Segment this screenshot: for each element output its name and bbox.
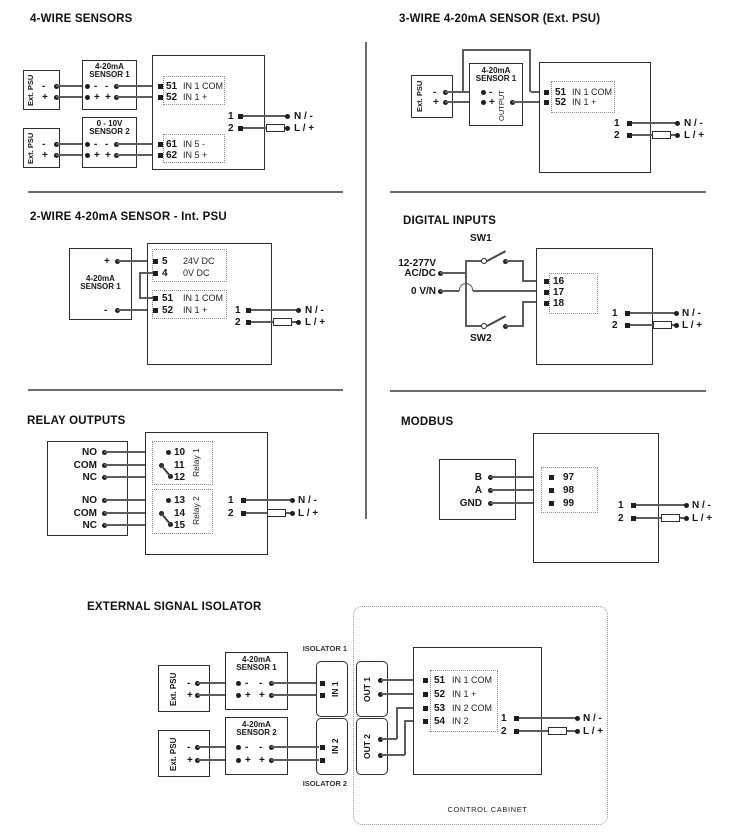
terminal-62 — [158, 153, 163, 158]
neutral-supply-label: 0 V/N — [410, 286, 436, 297]
minus-sign: - — [259, 678, 263, 689]
node — [674, 323, 679, 328]
plus-sign: + — [105, 92, 111, 103]
plus-sign: + — [489, 97, 495, 108]
minus-sign: - — [104, 305, 108, 316]
terminal-16-number: 16 — [553, 276, 565, 287]
sensor-label-line1: 4-20mA — [86, 274, 115, 283]
node — [285, 126, 290, 131]
section-title-modbus: MODBUS — [401, 416, 454, 428]
plus-sign: + — [259, 690, 265, 701]
wire — [632, 122, 677, 124]
node — [285, 114, 290, 119]
terminal-52 — [544, 100, 549, 105]
fuse-icon — [661, 514, 680, 522]
wire — [473, 290, 544, 292]
node — [85, 84, 90, 89]
divider-left-1 — [28, 191, 343, 193]
node — [481, 90, 486, 95]
plus-sign: + — [105, 150, 111, 161]
fuse-icon — [266, 124, 285, 132]
supply-label-line1: 12-277V — [398, 258, 436, 269]
isolator2-label: ISOLATOR 2 — [302, 779, 347, 788]
terminal-97-number: 97 — [563, 472, 575, 483]
terminal-15-number: 15 — [174, 520, 186, 531]
node — [296, 308, 301, 313]
wire-supply-bus — [465, 260, 467, 327]
wire-common-riser — [462, 50, 464, 92]
terminal-51-number: 51 — [434, 675, 446, 686]
in1-terminal — [320, 693, 325, 698]
terminal-52-number: 52 — [555, 97, 567, 108]
power-terminal-2: 2 — [612, 320, 618, 331]
sensor-label-line2: SENSOR 1 — [475, 74, 517, 83]
wire — [519, 717, 577, 719]
terminal-5-label: 24V DC — [183, 256, 215, 266]
node — [236, 745, 241, 750]
ext-psu-label: Ext. PSU — [169, 737, 178, 771]
wire — [466, 260, 482, 262]
wire — [630, 312, 676, 314]
terminal-51 — [423, 678, 428, 683]
modbus-a-label: A — [474, 485, 482, 496]
terminal-52-label: IN 1 + — [183, 92, 208, 102]
terminal-61-label: IN 5 - — [183, 139, 206, 149]
terminal-62-number: 62 — [166, 150, 178, 161]
wire — [271, 759, 319, 761]
terminal-54 — [423, 719, 428, 724]
terminal-5 — [153, 259, 158, 264]
terminal-51-number: 51 — [162, 293, 174, 304]
terminal-52 — [153, 308, 158, 313]
node — [575, 729, 580, 734]
terminal-52 — [423, 692, 428, 697]
terminal-12-number: 12 — [174, 472, 186, 483]
modbus-gnd-label: GND — [459, 498, 482, 509]
node — [674, 311, 679, 316]
control-cabinet-label: CONTROL CABINET — [447, 805, 528, 814]
terminal-11-number: 11 — [174, 460, 185, 471]
neutral-label: N / - — [305, 305, 324, 316]
wire — [381, 738, 397, 740]
wire — [246, 499, 292, 501]
plus-sign: + — [94, 92, 100, 103]
wire — [271, 682, 319, 684]
minus-sign: - — [94, 81, 98, 92]
section-title-digital-inputs: DIGITAL INPUTS — [403, 215, 497, 227]
terminal-53-number: 53 — [434, 703, 446, 714]
minus-sign: - — [489, 87, 493, 98]
terminal-51 — [158, 84, 163, 89]
terminal-98 — [549, 488, 554, 493]
terminal-52-number: 52 — [166, 92, 178, 103]
power-terminal-2: 2 — [228, 508, 234, 519]
node — [575, 716, 580, 721]
terminal-5-number: 5 — [162, 256, 168, 267]
terminal-97 — [549, 475, 554, 480]
plus-sign: + — [42, 92, 48, 103]
terminal-4 — [153, 271, 158, 276]
terminal-61-number: 61 — [166, 139, 178, 150]
power-terminal-2: 2 — [235, 317, 241, 328]
section-title-2-wire: 2-WIRE 4-20mA SENSOR - Int. PSU — [30, 211, 227, 223]
modbus-b-label: B — [474, 472, 482, 483]
power-terminal-1: 1 — [618, 500, 624, 511]
relay2-nc-label: NC — [82, 520, 97, 531]
plus-sign: + — [433, 97, 439, 108]
line-label: L / + — [684, 130, 705, 141]
wire — [271, 694, 319, 696]
sensor1-label-line2: SENSOR 1 — [89, 70, 130, 79]
terminal-17 — [544, 290, 549, 295]
node — [166, 450, 171, 455]
minus-sign: - — [42, 81, 46, 92]
terminal-51 — [153, 296, 158, 301]
supply-label-line2: AC/DC — [404, 268, 436, 279]
jumper-wire — [139, 272, 141, 298]
device-box — [539, 62, 651, 173]
terminal-14-number: 14 — [174, 508, 186, 519]
terminal-98-number: 98 — [563, 485, 575, 496]
node — [290, 498, 295, 503]
in2-terminal — [320, 758, 325, 763]
node — [85, 153, 90, 158]
node — [236, 681, 241, 686]
plus-sign: + — [94, 150, 100, 161]
fuse-icon — [653, 321, 672, 329]
relay2-label: Relay 2 — [191, 496, 201, 526]
plus-sign: + — [187, 755, 193, 766]
node — [481, 100, 486, 105]
sensor2-label-line1: 0 - 10V — [96, 119, 123, 128]
sensor1-label-line2: SENSOR 1 — [236, 663, 277, 672]
terminal-18 — [544, 301, 549, 306]
out1-label: OUT 1 — [362, 676, 372, 702]
power-terminal-1: 1 — [228, 111, 234, 122]
divider-left-2 — [28, 389, 343, 391]
divider-right-1 — [390, 191, 706, 193]
plus-sign: + — [245, 755, 251, 766]
terminal-99 — [549, 501, 554, 506]
power-terminal-2: 2 — [614, 130, 620, 141]
sensor-label-line1: 4-20mA — [481, 66, 511, 75]
neutral-label: N / - — [298, 495, 317, 506]
terminal-51-label: IN 1 COM — [452, 675, 493, 685]
terminal-52-number: 52 — [434, 689, 446, 700]
relay2-no-label: NO — [82, 495, 97, 506]
relay1-nc-label: NC — [82, 472, 97, 483]
neutral-label: N / - — [583, 713, 602, 724]
wire — [251, 309, 298, 311]
neutral-label: N / - — [682, 308, 701, 319]
node — [290, 511, 295, 516]
terminal-53 — [423, 706, 428, 711]
node — [684, 516, 689, 521]
node — [236, 693, 241, 698]
wire-hop — [459, 283, 473, 291]
divider-right-2 — [390, 390, 706, 392]
fuse-icon — [273, 318, 292, 326]
terminal-51 — [544, 90, 549, 95]
line-label: L / + — [305, 317, 326, 328]
ext-psu-label: Ext. PSU — [26, 132, 35, 164]
terminal-52 — [158, 95, 163, 100]
plus-sign: + — [104, 256, 110, 267]
wire — [396, 707, 398, 739]
power-terminal-2: 2 — [228, 123, 234, 134]
power-terminal-2: 2 — [501, 726, 507, 737]
out2-label: OUT 2 — [362, 733, 372, 760]
power-terminal-1: 1 — [228, 495, 234, 506]
terminal-51-label: IN 1 COM — [183, 293, 224, 303]
wire — [505, 260, 523, 262]
plus-sign: + — [259, 755, 265, 766]
terminal-16 — [544, 279, 549, 284]
plus-sign: + — [245, 690, 251, 701]
node — [85, 142, 90, 147]
wire — [522, 302, 524, 327]
ext-psu-box-1 — [158, 665, 210, 712]
terminal-51-label: IN 1 COM — [183, 81, 224, 91]
in2-terminal — [320, 745, 325, 750]
terminal-51-number: 51 — [555, 87, 567, 98]
ext-psu-label: Ext. PSU — [169, 672, 178, 706]
minus-sign: - — [245, 742, 249, 753]
ext-psu-label: Ext. PSU — [26, 74, 35, 106]
sensor2-label-line2: SENSOR 2 — [236, 728, 277, 737]
terminal-54-label: IN 2 — [452, 716, 469, 726]
ext-psu-label: Ext. PSU — [415, 80, 424, 113]
relay1-no-label: NO — [82, 447, 97, 458]
plus-sign: + — [187, 690, 193, 701]
terminal-51-number: 51 — [166, 81, 178, 92]
wire — [505, 325, 523, 327]
section-title-4-wire: 4-WIRE SENSORS — [30, 13, 133, 25]
terminal-54-number: 54 — [434, 716, 446, 727]
wire — [243, 115, 287, 117]
wire-common-drop — [529, 50, 531, 92]
wire — [522, 260, 524, 282]
wire-over-top — [462, 49, 531, 51]
relay1-label: Relay 1 — [191, 448, 201, 478]
fuse-icon — [548, 727, 567, 735]
in1-label: IN 1 — [330, 681, 340, 697]
relay2-com-label: COM — [73, 508, 97, 519]
terminal-61 — [158, 142, 163, 147]
node — [675, 121, 680, 126]
terminal-4-label: 0V DC — [183, 268, 210, 278]
in2-label: IN 2 — [330, 738, 340, 755]
in1-terminal — [320, 681, 325, 686]
node — [236, 758, 241, 763]
wire — [404, 720, 406, 755]
wire — [381, 754, 405, 756]
sensor1-label-line1: 4-20mA — [242, 655, 271, 664]
terminal-51-label: IN 1 COM — [572, 87, 613, 97]
plus-sign: + — [42, 150, 48, 161]
terminal-53-label: IN 2 COM — [452, 703, 493, 713]
wire — [466, 325, 482, 327]
sensor2-label-line1: 4-20mA — [242, 720, 271, 729]
minus-sign: - — [245, 678, 249, 689]
wire — [440, 290, 459, 292]
jumper-wire — [139, 297, 153, 299]
terminal-10-number: 10 — [174, 447, 186, 458]
minus-sign: - — [105, 139, 109, 150]
minus-sign: - — [433, 87, 437, 98]
terminal-62-label: IN 5 + — [183, 150, 208, 160]
power-terminal-1: 1 — [235, 305, 241, 316]
minus-sign: - — [42, 139, 46, 150]
terminal-4-number: 4 — [162, 268, 168, 279]
terminal-52-label: IN 1 + — [452, 689, 477, 699]
wire — [271, 746, 319, 748]
minus-sign: - — [187, 742, 191, 753]
output-label: OUTPUT — [497, 90, 506, 122]
node — [675, 133, 680, 138]
minus-sign: - — [105, 81, 109, 92]
wire — [636, 504, 686, 506]
jumper-wire — [139, 272, 153, 274]
line-label: L / + — [294, 123, 315, 134]
minus-sign: - — [259, 742, 263, 753]
terminal-99-number: 99 — [563, 498, 575, 509]
ext-psu-box-2 — [158, 730, 210, 777]
sw1-label: SW1 — [470, 233, 492, 244]
power-terminal-1: 1 — [612, 308, 618, 319]
fuse-icon — [267, 509, 286, 517]
sensor2-label-line2: SENSOR 2 — [89, 127, 130, 136]
node — [684, 503, 689, 508]
terminal-52-number: 52 — [162, 305, 174, 316]
section-title-relay-outputs: RELAY OUTPUTS — [27, 415, 126, 427]
sensor1-label-line1: 4-20mA — [95, 62, 124, 71]
sw2-label: SW2 — [470, 333, 492, 344]
terminal-18-number: 18 — [553, 298, 565, 309]
terminal-17-number: 17 — [553, 287, 565, 298]
node — [296, 320, 301, 325]
neutral-label: N / - — [294, 111, 313, 122]
terminal-13-number: 13 — [174, 495, 186, 506]
wire — [440, 272, 466, 274]
line-label: L / + — [682, 320, 703, 331]
node — [166, 498, 171, 503]
divider-vertical — [365, 42, 367, 519]
neutral-label: N / - — [692, 500, 711, 511]
minus-sign: - — [94, 139, 98, 150]
minus-sign: - — [187, 678, 191, 689]
neutral-label: N / - — [684, 118, 703, 129]
section-title-isolator: EXTERNAL SIGNAL ISOLATOR — [87, 601, 262, 613]
relay1-com-label: COM — [73, 460, 97, 471]
fuse-icon — [652, 131, 671, 139]
power-terminal-2: 2 — [618, 513, 624, 524]
section-title-3-wire: 3-WIRE 4-20mA SENSOR (Ext. PSU) — [399, 13, 601, 25]
line-label: L / + — [692, 513, 713, 524]
power-terminal-1: 1 — [501, 713, 507, 724]
node — [85, 95, 90, 100]
terminal-52-label: IN 1 + — [183, 305, 208, 315]
line-label: L / + — [298, 508, 319, 519]
isolator1-label: ISOLATOR 1 — [302, 644, 347, 653]
sensor-label-line2: SENSOR 1 — [80, 282, 121, 291]
line-label: L / + — [583, 726, 604, 737]
power-terminal-1: 1 — [614, 118, 620, 129]
terminal-52-label: IN 1 + — [572, 97, 597, 107]
